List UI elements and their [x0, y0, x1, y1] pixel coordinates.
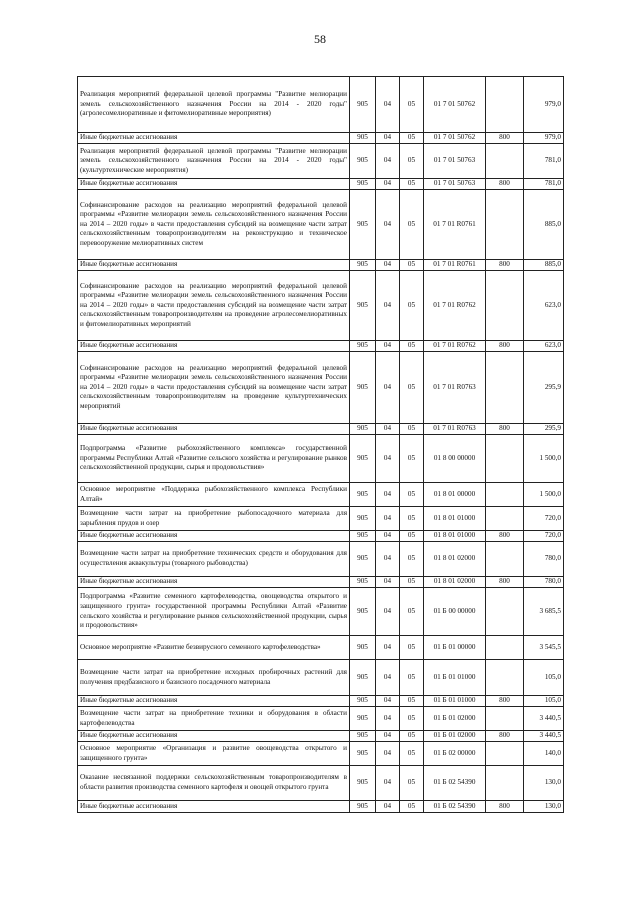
- cell-expense-type: [486, 660, 524, 696]
- cell-razdel: 04: [376, 696, 400, 707]
- cell-expense-type: [486, 190, 524, 260]
- cell-target-article: 01 7 01 R0763: [424, 352, 486, 424]
- cell-razdel: 04: [376, 133, 400, 144]
- cell-amount: 105,0: [524, 696, 564, 707]
- cell-amount: 295,9: [524, 424, 564, 435]
- cell-grbs: 905: [350, 352, 376, 424]
- cell-expense-type: [486, 144, 524, 179]
- cell-grbs: 905: [350, 636, 376, 660]
- cell-amount: 295,9: [524, 352, 564, 424]
- cell-podrazdel: 05: [400, 271, 424, 341]
- cell-expense-type: 800: [486, 179, 524, 190]
- cell-amount: 3 440,5: [524, 707, 564, 731]
- row-description: Иные бюджетные ассигнования: [78, 260, 350, 271]
- cell-razdel: 04: [376, 588, 400, 636]
- row-description: Основное мероприятие «Развитие безвирусного семенного картофелеводства»: [78, 636, 350, 660]
- row-description: Софинансирование расходов на реализацию мероприятий федеральной целевой программы «Развитие мелиорации земель сельскохозяйственного назначения России на 2014 – 2020 годы» в части предоставления субсидий на возмещение части затрат сельскохозяйственным товаропроизводителям на проведение культуртехнических мероприятий: [78, 352, 350, 424]
- cell-podrazdel: 05: [400, 801, 424, 813]
- row-description: Иные бюджетные ассигнования: [78, 133, 350, 144]
- cell-expense-type: 800: [486, 341, 524, 352]
- cell-amount: 1 500,0: [524, 483, 564, 507]
- cell-razdel: 04: [376, 190, 400, 260]
- cell-podrazdel: 05: [400, 341, 424, 352]
- table-row: [78, 731, 564, 742]
- cell-podrazdel: 05: [400, 77, 424, 133]
- cell-expense-type: 800: [486, 260, 524, 271]
- row-description: Иные бюджетные ассигнования: [78, 696, 350, 707]
- cell-grbs: 905: [350, 424, 376, 435]
- row-description: Иные бюджетные ассигнования: [78, 577, 350, 588]
- cell-grbs: 905: [350, 483, 376, 507]
- row-description: Подпрограмма «Развитие семенного картофелеводства, овощеводства открытого и защищенного грунта» государственной программы Республики Алтай «Развитие сельского хозяйства и регулирование рынков сельскохозяйственной продукции, сырья и продовольствия»: [78, 588, 350, 636]
- cell-grbs: 905: [350, 179, 376, 190]
- cell-target-article: 01 8 01 01000: [424, 531, 486, 542]
- cell-grbs: 905: [350, 707, 376, 731]
- cell-podrazdel: 05: [400, 577, 424, 588]
- cell-target-article: 01 8 01 01000: [424, 507, 486, 531]
- cell-amount: 979,0: [524, 77, 564, 133]
- table-row: [78, 801, 564, 813]
- row-description: Иные бюджетные ассигнования: [78, 731, 350, 742]
- cell-target-article: 01 7 01 50762: [424, 77, 486, 133]
- table-row: [78, 352, 564, 424]
- cell-razdel: 04: [376, 424, 400, 435]
- row-description: Основное мероприятие «Организация и развитие овощеводства открытого и защищенного грунта»: [78, 742, 350, 766]
- cell-podrazdel: 05: [400, 144, 424, 179]
- cell-amount: 130,0: [524, 801, 564, 813]
- cell-podrazdel: 05: [400, 742, 424, 766]
- cell-amount: 623,0: [524, 341, 564, 352]
- row-description: Реализация мероприятий федеральной целевой программы "Развитие мелиорации земель сельскохозяйственного назначения России на 2014 - 2020 годы" (культуртехнические мероприятия): [78, 144, 350, 179]
- cell-target-article: 01 8 01 02000: [424, 577, 486, 588]
- cell-podrazdel: 05: [400, 531, 424, 542]
- cell-amount: 1 500,0: [524, 435, 564, 483]
- cell-razdel: 04: [376, 483, 400, 507]
- cell-podrazdel: 05: [400, 696, 424, 707]
- table-row: [78, 696, 564, 707]
- cell-amount: 3 440,5: [524, 731, 564, 742]
- cell-razdel: 04: [376, 352, 400, 424]
- cell-target-article: 01 7 01 R0763: [424, 424, 486, 435]
- row-description: Иные бюджетные ассигнования: [78, 179, 350, 190]
- table-row: [78, 507, 564, 531]
- table-row: [78, 588, 564, 636]
- row-description: Иные бюджетные ассигнования: [78, 801, 350, 813]
- row-description: Иные бюджетные ассигнования: [78, 531, 350, 542]
- table-row: [78, 742, 564, 766]
- cell-target-article: 01 Б 00 00000: [424, 588, 486, 636]
- table-row: [78, 483, 564, 507]
- cell-amount: 720,0: [524, 531, 564, 542]
- table-row: [78, 271, 564, 341]
- row-description: Возмещение части затрат на приобретение исходных пробирочных растений для получения предбазисного и базисного посадочного материала: [78, 660, 350, 696]
- cell-target-article: 01 Б 01 02000: [424, 731, 486, 742]
- cell-podrazdel: 05: [400, 260, 424, 271]
- budget-table: [77, 76, 564, 813]
- cell-expense-type: [486, 435, 524, 483]
- cell-expense-type: [486, 588, 524, 636]
- cell-razdel: 04: [376, 260, 400, 271]
- cell-razdel: 04: [376, 636, 400, 660]
- cell-expense-type: 800: [486, 731, 524, 742]
- row-description: Возмещение части затрат на приобретение технических средств и оборудования для осуществления аквакультуры (товарного рыбоводства): [78, 542, 350, 577]
- cell-target-article: 01 8 01 00000: [424, 483, 486, 507]
- row-description: Софинансирование расходов на реализацию мероприятий федеральной целевой программы «Развитие мелиорации земель сельскохозяйственного назначения России на 2014 – 2020 годы» в части предоставления субсидий на возмещение части затрат сельскохозяйственным товаропроизводителям на реконструкцию и техническое перевооружение мелиоративных систем: [78, 190, 350, 260]
- row-description: Иные бюджетные ассигнования: [78, 341, 350, 352]
- cell-razdel: 04: [376, 766, 400, 801]
- cell-target-article: 01 7 01 R0761: [424, 190, 486, 260]
- cell-razdel: 04: [376, 507, 400, 531]
- row-description: Иные бюджетные ассигнования: [78, 424, 350, 435]
- cell-podrazdel: 05: [400, 588, 424, 636]
- table-row: [78, 133, 564, 144]
- cell-amount: 885,0: [524, 260, 564, 271]
- table-row: [78, 636, 564, 660]
- cell-razdel: 04: [376, 742, 400, 766]
- cell-expense-type: 800: [486, 696, 524, 707]
- row-description: Основное мероприятие «Поддержка рыбохозяйственного комплекса Республики Алтай»: [78, 483, 350, 507]
- cell-podrazdel: 05: [400, 435, 424, 483]
- table-row: [78, 179, 564, 190]
- cell-amount: 781,0: [524, 179, 564, 190]
- cell-grbs: 905: [350, 507, 376, 531]
- cell-expense-type: [486, 742, 524, 766]
- row-description: Подпрограмма «Развитие рыбохозяйственного комплекса» государственной программы Республики Алтай «Развитие сельского хозяйства и регулирование рынков сельскохозяйственной продукции, сырья и продовольствия»: [78, 435, 350, 483]
- cell-target-article: 01 8 01 02000: [424, 542, 486, 577]
- cell-amount: 979,0: [524, 133, 564, 144]
- row-description: Оказание несвязанной поддержки сельскохозяйственным товаропроизводителям в области развития производства семенного картофеля и овощей открытого грунта: [78, 766, 350, 801]
- table-row: [78, 77, 564, 133]
- cell-grbs: 905: [350, 660, 376, 696]
- cell-razdel: 04: [376, 542, 400, 577]
- row-description: Реализация мероприятий федеральной целевой программы "Развитие мелиорации земель сельскохозяйственного назначения России на 2014 - 2020 годы" (агролесомелиоративные и фитомелиоративные мероприятия): [78, 77, 350, 133]
- cell-razdel: 04: [376, 731, 400, 742]
- cell-grbs: 905: [350, 341, 376, 352]
- cell-target-article: 01 Б 02 54390: [424, 766, 486, 801]
- cell-target-article: 01 Б 01 00000: [424, 636, 486, 660]
- cell-target-article: 01 7 01 R0762: [424, 271, 486, 341]
- cell-expense-type: [486, 507, 524, 531]
- table-row: [78, 190, 564, 260]
- cell-grbs: 905: [350, 542, 376, 577]
- cell-grbs: 905: [350, 742, 376, 766]
- row-description: Возмещение части затрат на приобретение техники и оборудования в области картофелеводства: [78, 707, 350, 731]
- cell-grbs: 905: [350, 531, 376, 542]
- cell-target-article: 01 Б 01 02000: [424, 707, 486, 731]
- cell-target-article: 01 7 01 50762: [424, 133, 486, 144]
- cell-target-article: 01 8 00 00000: [424, 435, 486, 483]
- cell-razdel: 04: [376, 77, 400, 133]
- table-row: [78, 435, 564, 483]
- cell-razdel: 04: [376, 801, 400, 813]
- cell-grbs: 905: [350, 696, 376, 707]
- cell-podrazdel: 05: [400, 352, 424, 424]
- row-description: Софинансирование расходов на реализацию мероприятий федеральной целевой программы «Развитие мелиорации земель сельскохозяйственного назначения России на 2014 – 2020 годы» в части предоставления субсидий на возмещение части затрат сельскохозяйственным товаропроизводителям на проведение агролесомелиоративных и фитомелиоративных мероприятий: [78, 271, 350, 341]
- cell-expense-type: 800: [486, 531, 524, 542]
- cell-razdel: 04: [376, 271, 400, 341]
- table-row: [78, 660, 564, 696]
- cell-expense-type: 800: [486, 424, 524, 435]
- cell-grbs: 905: [350, 190, 376, 260]
- cell-grbs: 905: [350, 271, 376, 341]
- cell-target-article: 01 7 01 50763: [424, 144, 486, 179]
- cell-podrazdel: 05: [400, 179, 424, 190]
- cell-grbs: 905: [350, 260, 376, 271]
- cell-expense-type: [486, 766, 524, 801]
- cell-razdel: 04: [376, 577, 400, 588]
- cell-podrazdel: 05: [400, 707, 424, 731]
- cell-razdel: 04: [376, 660, 400, 696]
- cell-amount: 720,0: [524, 507, 564, 531]
- cell-amount: 3 685,5: [524, 588, 564, 636]
- cell-podrazdel: 05: [400, 190, 424, 260]
- cell-razdel: 04: [376, 531, 400, 542]
- cell-amount: 140,0: [524, 742, 564, 766]
- page-number: 58: [314, 32, 326, 46]
- table-row: [78, 531, 564, 542]
- table-row: [78, 341, 564, 352]
- cell-amount: 780,0: [524, 577, 564, 588]
- cell-podrazdel: 05: [400, 542, 424, 577]
- cell-podrazdel: 05: [400, 507, 424, 531]
- cell-grbs: 905: [350, 577, 376, 588]
- cell-target-article: 01 7 01 50763: [424, 179, 486, 190]
- cell-razdel: 04: [376, 179, 400, 190]
- cell-expense-type: [486, 636, 524, 660]
- cell-razdel: 04: [376, 144, 400, 179]
- cell-podrazdel: 05: [400, 483, 424, 507]
- cell-target-article: 01 Б 02 00000: [424, 742, 486, 766]
- cell-podrazdel: 05: [400, 731, 424, 742]
- cell-expense-type: [486, 271, 524, 341]
- cell-grbs: 905: [350, 133, 376, 144]
- cell-target-article: 01 7 01 R0761: [424, 260, 486, 271]
- table-row: [78, 542, 564, 577]
- cell-target-article: 01 Б 01 01000: [424, 660, 486, 696]
- cell-amount: 105,0: [524, 660, 564, 696]
- cell-grbs: 905: [350, 77, 376, 133]
- cell-razdel: 04: [376, 435, 400, 483]
- cell-podrazdel: 05: [400, 766, 424, 801]
- table-row: [78, 577, 564, 588]
- table-row: [78, 260, 564, 271]
- cell-expense-type: [486, 707, 524, 731]
- table-row: [78, 766, 564, 801]
- cell-grbs: 905: [350, 435, 376, 483]
- cell-target-article: 01 Б 02 54390: [424, 801, 486, 813]
- cell-amount: 3 545,5: [524, 636, 564, 660]
- cell-grbs: 905: [350, 801, 376, 813]
- cell-expense-type: 800: [486, 801, 524, 813]
- table-row: [78, 707, 564, 731]
- cell-expense-type: [486, 483, 524, 507]
- cell-razdel: 04: [376, 341, 400, 352]
- budget-table-body: [78, 77, 564, 813]
- cell-grbs: 905: [350, 144, 376, 179]
- cell-expense-type: [486, 542, 524, 577]
- cell-podrazdel: 05: [400, 660, 424, 696]
- cell-podrazdel: 05: [400, 424, 424, 435]
- table-row: [78, 144, 564, 179]
- cell-podrazdel: 05: [400, 636, 424, 660]
- cell-grbs: 905: [350, 588, 376, 636]
- cell-amount: 130,0: [524, 766, 564, 801]
- cell-amount: 885,0: [524, 190, 564, 260]
- cell-amount: 781,0: [524, 144, 564, 179]
- cell-razdel: 04: [376, 707, 400, 731]
- cell-target-article: 01 7 01 R0762: [424, 341, 486, 352]
- cell-grbs: 905: [350, 766, 376, 801]
- cell-expense-type: 800: [486, 133, 524, 144]
- cell-expense-type: [486, 77, 524, 133]
- cell-expense-type: 800: [486, 577, 524, 588]
- cell-amount: 780,0: [524, 542, 564, 577]
- cell-expense-type: [486, 352, 524, 424]
- cell-amount: 623,0: [524, 271, 564, 341]
- row-description: Возмещение части затрат на приобретение рыбопосадочного материала для зарыбления прудов и озер: [78, 507, 350, 531]
- cell-target-article: 01 Б 01 01000: [424, 696, 486, 707]
- cell-podrazdel: 05: [400, 133, 424, 144]
- cell-grbs: 905: [350, 731, 376, 742]
- table-row: [78, 424, 564, 435]
